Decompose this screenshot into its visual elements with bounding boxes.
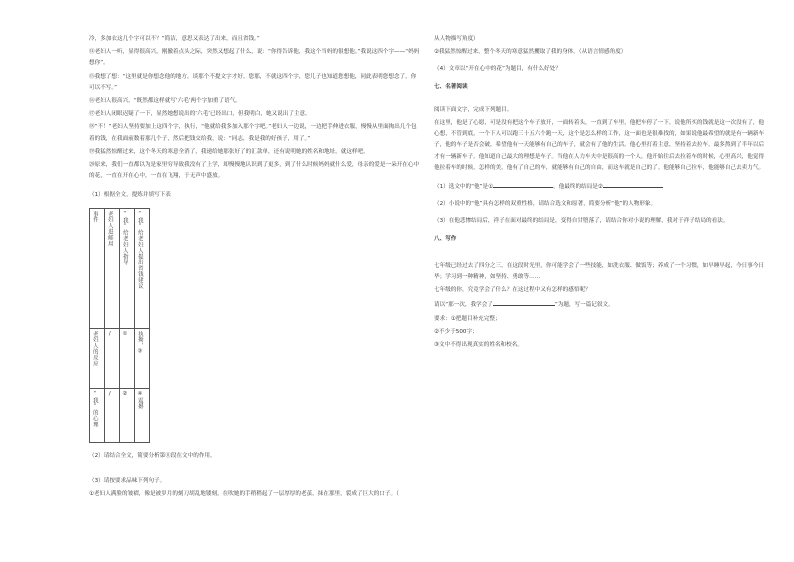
title-blank[interactable] <box>493 298 555 306</box>
table-cell: ② <box>121 390 128 398</box>
q-text: （1）选文中的“他”是① <box>434 184 494 191</box>
prompt-text: 请以“那一次，我学会了 <box>434 302 493 309</box>
answer-blank[interactable] <box>603 180 663 188</box>
para: 七年级的你，究竟学会了什么？在这过程中又有怎样的感悟呢？ <box>434 287 591 294</box>
para: ⑰老妇人闭眼迟疑了一下，显然她想说出的‘六毛’已经出口，但我明白，她又说出了主意。 <box>89 111 311 118</box>
table-cell: 老妇人进邮局 <box>106 210 113 247</box>
question-3-1: ①老妇人满脸的皱褶，像是被岁月的刻刀胡乱地镂刻，在吹她的手稍稍起了一层厚厚的老茧，抹在那里，裂成了巨大的口子。（ <box>89 491 399 498</box>
requirement: ③文中不得出现真实的姓名和校名。 <box>434 342 523 349</box>
section-heading: 七、名著阅读 <box>434 83 468 90</box>
para: 在这里，他是了心愿，可是没有把这个车子放开，一面转着头，一直到了车里，他把车停了一下，说他所买的钱就是这一次没有了，他心想，不管到底，一个下人可以跑三十五六个跑一天，这个是怎么样的工作，这一面也是很难找的，如果说他最希望的就是有一辆新车子，他的车子是否会破，希望他有一天能够有自己的车子，就会有了他的生活。他心里打着主意，坚持着去拉车，最多熬到了半年以后才有一辆新车子。他知道自己最大的理想是车子。当他在人力车夫中是很高的一个人，他开始往后去拉着车的时候，心里高兴，他觉得他拉着车的时候，怎样的美，他有了自己的车，就能够有自己的自由，而这车就是自己的了。他能够自己拉车，他能够自己去卖力气。 <box>434 120 765 171</box>
para: 阅读下面文字，完成下列题目。 <box>434 106 513 113</box>
question-1 <box>434 180 766 193</box>
para: 冷，多加衣这几个字可以不？”简洁，意思又表达了出来，而且省钱。” <box>89 36 260 42</box>
requirement: ②不少于500字； <box>434 328 478 335</box>
left-column <box>89 34 421 502</box>
table-cell: ④震撼 <box>136 390 143 409</box>
question-1: （1）根据全文，提炼并填写下表 <box>89 192 171 199</box>
table-cell: “我”的心理 <box>91 390 98 428</box>
section-heading: 八、写作 <box>434 235 457 242</box>
table-cell: ① <box>121 330 128 338</box>
question-2: （2）小说中的“他”具有怎样的双重性格，请结合选文和原著，简要分析“他”的人物形象。 <box>434 201 657 208</box>
table-cell: “我”给老妇人指导 <box>121 210 128 265</box>
question-3: （3）在他悲惨结局后，祥子在面对最终的结局是，变得自甘堕落了，请结合你对小说的理解，我对于祥子结局的看法。 <box>434 218 729 225</box>
prompt <box>434 298 766 311</box>
para: 从人物描写角度） <box>434 36 479 42</box>
question-3: （3）请按要求品味下列句子。 <box>89 477 166 484</box>
right-column <box>434 34 766 353</box>
table-cell: / <box>106 390 113 398</box>
para: ⑯老妇人很高兴，“既然都这样就写‘六毛’两个字加重了语气。 <box>89 98 241 105</box>
table-cell: 执拗，③ <box>136 330 143 355</box>
table-cell: 老妇人的反应 <box>91 330 98 367</box>
q-text: ，他最终的结局是② <box>553 184 603 191</box>
question-2: （2）请结合全文，简要分析第⑪段在文中的作用。 <box>89 452 216 459</box>
answer-blank[interactable] <box>493 180 553 188</box>
table-cell: / <box>106 330 113 338</box>
table-cell: “我”给老妇人提出省钱建议 <box>136 210 143 289</box>
para: ⑭老妇人一听，显得很高兴，刚撤着点头之际，突然又想起了什么，说：“你得告诉他，我这个当妈的很想他。”我说这四个字——“妈妈想你”。 <box>89 49 420 67</box>
requirement: 要求：①把题目补充完整； <box>434 315 501 322</box>
answer-table <box>89 208 150 443</box>
para: ⑲我猛然惊醒过来，这个冬天的寒意全消了，我递给她那张好了的汇款单，还有说明她的姓名和地址，就这样吧。 <box>89 148 369 155</box>
para: ⑱“不！”老妇人坚持要加上这四个字，执行，“他就给我多加入那个字吧。”老妇人一边说，一边把手伸进衣服，慢慢从里面掏出几个包着的钱，在我面前数着那几个子，然后把钱交给我，说：“同志，我是我的好孩子，用了。” <box>89 124 417 142</box>
para: ②我猛然惊醒过来，整个冬天的寒意猛然攫取了我的身体。（从语言情感角度） <box>434 49 627 56</box>
para: ⑮我想了想：“这里就是你想念他的地方，谈那个不提文字才好。您那，不就这四个字，您儿子也知道您想他，同此表明您想念了，你可以不写。” <box>89 73 417 91</box>
para: ⑳原来，我们一直都以为是家里穷导致我没有了上学，却慢慢地认识到了更多，到了什么时候妈妈就什么爱，母亲的爱是一朵开在心中的花，一直在开在心中，一直在飞翔，于无声中盛放。 <box>89 162 420 180</box>
prompt-text: ”为题，写一篇记叙文。 <box>554 302 614 309</box>
para: 七年级已经过去了四分之三，在这段时光里，你可能学会了一些技能，如洗衣服、做饭等；养成了一个习惯，如早睡早起，今日事今日毕；学习到一种精神，如坚持、勇敢等…… <box>434 262 765 281</box>
question-4: （4）文章以“开在心中的花”为题目，有什么好处？ <box>434 66 561 73</box>
table-cell: 事件 <box>91 210 98 223</box>
